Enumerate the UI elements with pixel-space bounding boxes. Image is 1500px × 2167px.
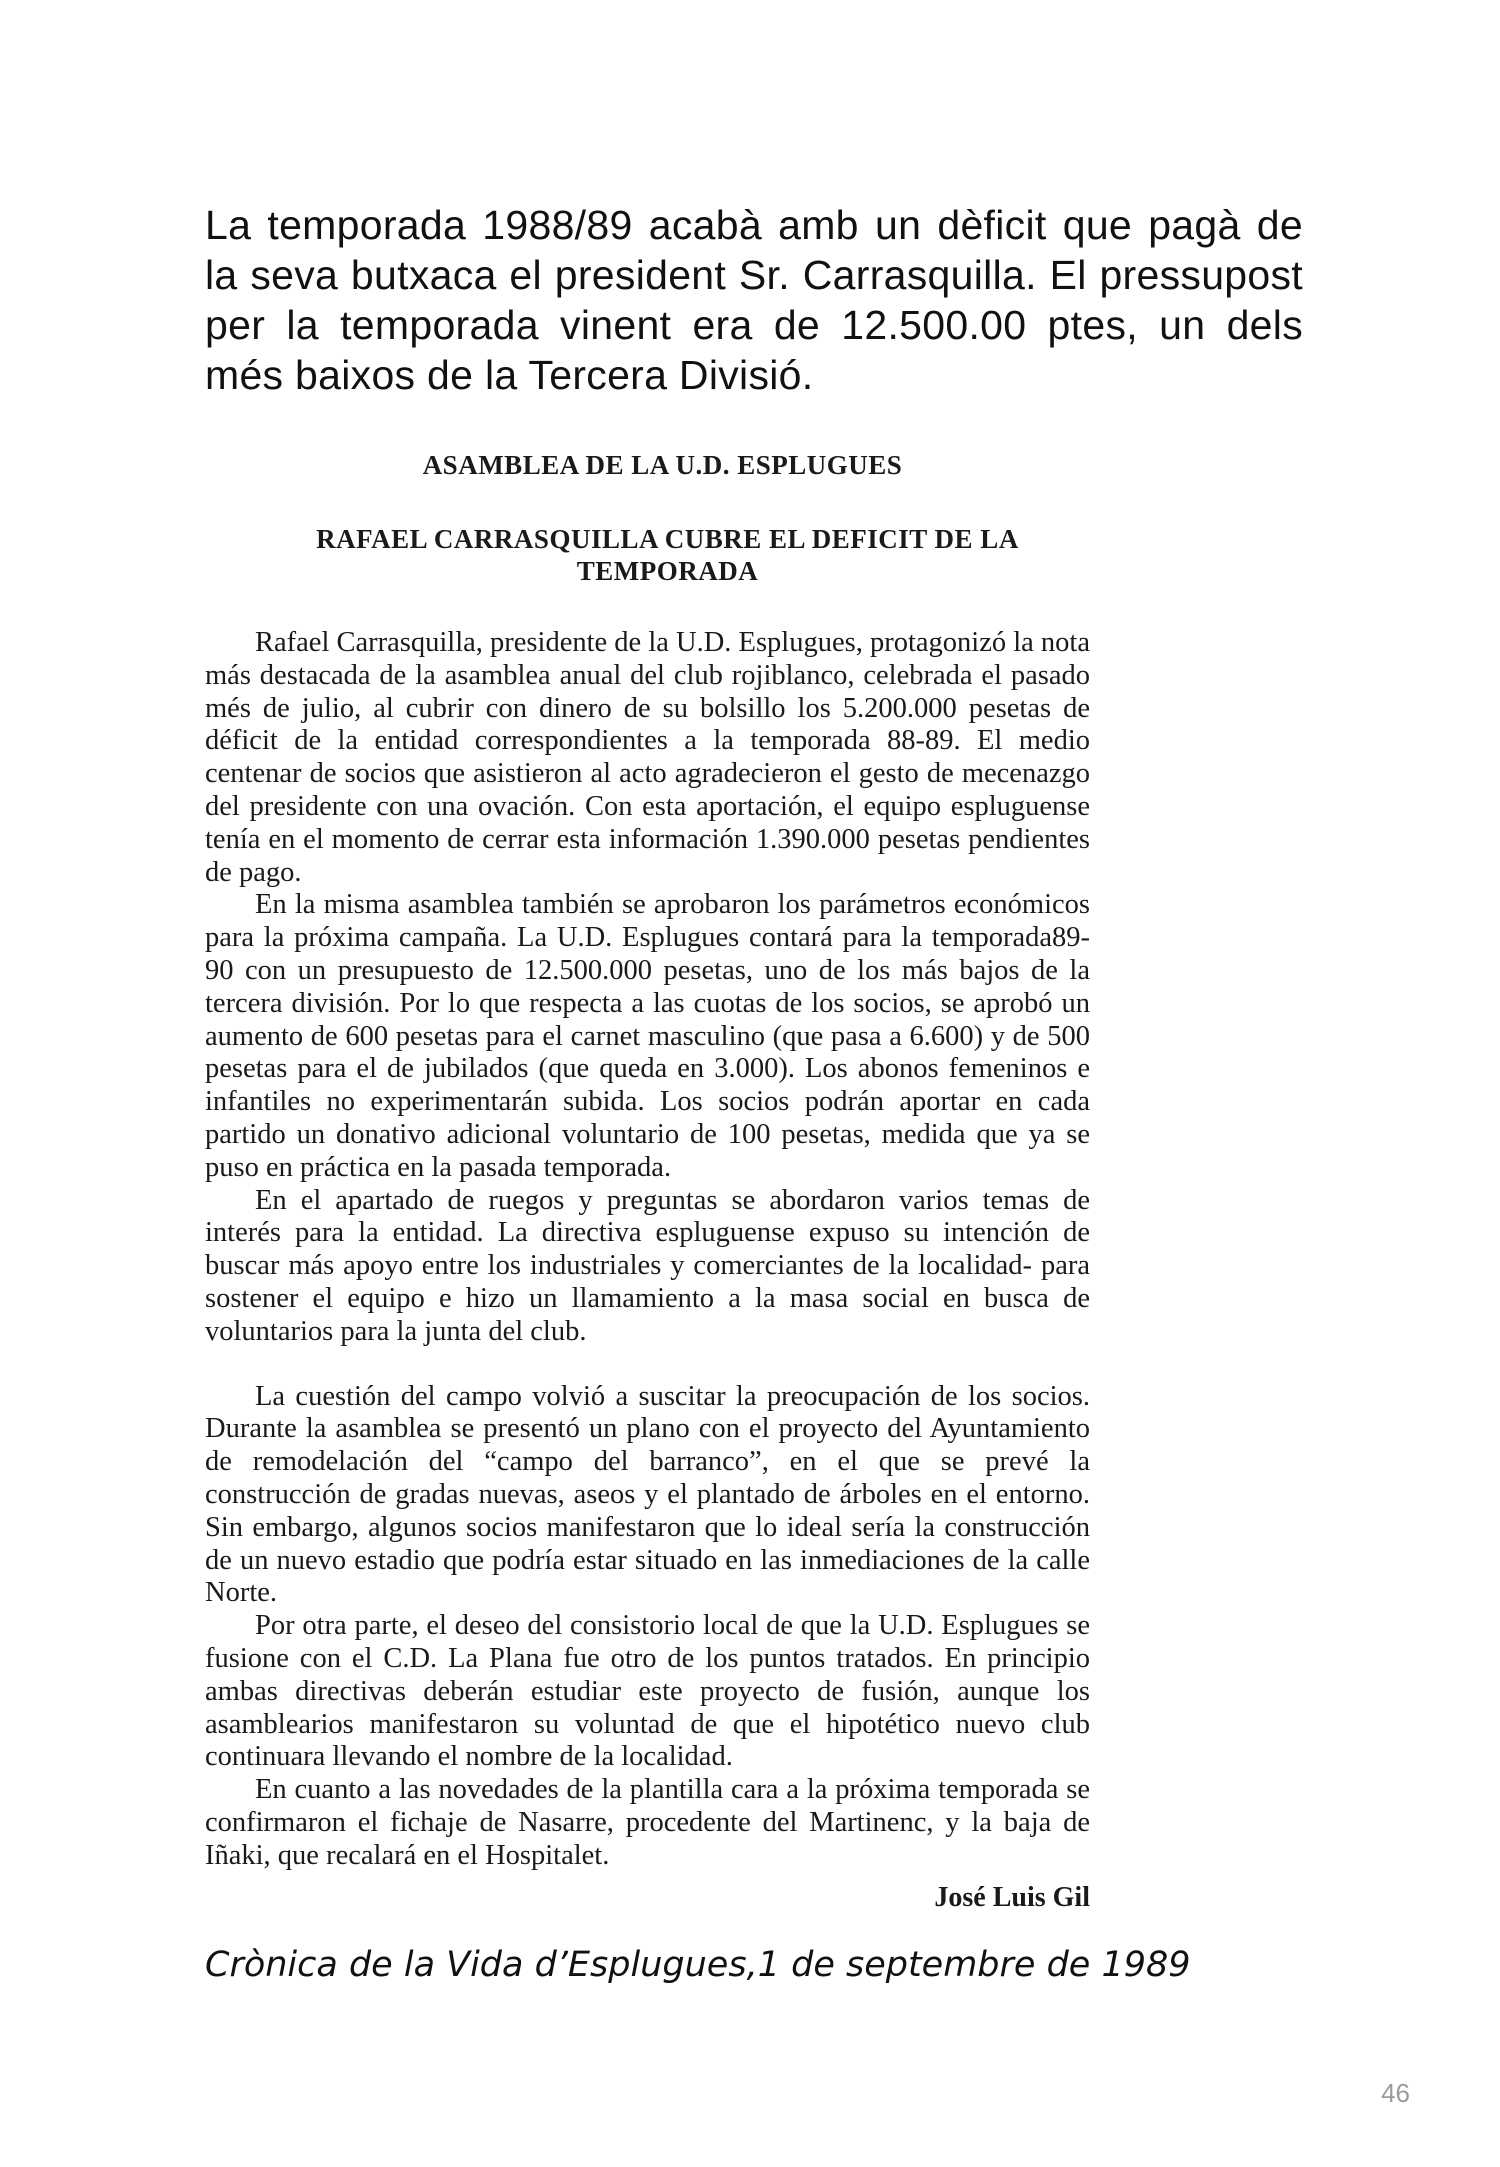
intro-paragraph: La temporada 1988/89 acabà amb un dèficit que pagà de la seva butxaca el president Sr. Carrasquilla. El pressupost per la temporada vinent era de 12.500.00 ptes, un dels més baixos de la Tercera Divisió. — [205, 202, 1303, 398]
page-number: 46 — [1381, 2078, 1410, 2108]
newspaper-clipping — [205, 450, 1090, 1914]
article-paragraph-1: Rafael Carrasquilla, presidente de la U.D. Esplugues, protagonizó la nota más destacada de la asamblea anual del club rojiblanco, celebrada el pasado més de julio, al cubrir con dinero de su bolsillo los 5.200.000 pesetas de déficit de la entidad correspondientes a la temporada 88-89. El medio centenar de socios que asistieron al acto agradecieron el gesto de mecenazgo del presidente con una ovación. Con esta aportación, el equipo espluguense tenía en el momento de cerrar esta información 1.390.000 pesetas pendientes de pago. — [205, 627, 1090, 888]
clipping-kicker: ASAMBLEA DE LA U.D. ESPLUGUES — [422, 450, 903, 480]
source-caption: Crònica de la Vida d’Esplugues,1 de septembre de 1989 — [205, 1945, 1191, 1985]
article-paragraph-4: La cuestión del campo volvió a suscitar la preocupación de los socios. Durante la asamblea se presentó un plano con el proyecto del Ayuntamiento de remodelación del “campo del barranco”, en el que se prevé la construcción de gradas nuevas, aseos y el plantado de árboles en el entorno. Sin embargo, algunos socios manifestaron que lo ideal sería la construcción de un nuevo estadio que podría estar situado en las inmediaciones de la calle Norte. — [205, 1380, 1090, 1609]
article-author: José Luis Gil — [934, 1882, 1090, 1914]
article-paragraph-5: Por otra parte, el deseo del consistorio local de que la U.D. Esplugues se fusione con el C.D. La Plana fue otro de los puntos tratados. En principio ambas directivas deberán estudiar este proyecto de fusión, aunque los asamblearios manifestaron su voluntad de que el hipotético nuevo club continuara llevando el nombre de la localidad. — [205, 1610, 1090, 1773]
article-paragraph-6: En cuanto a las novedades de la plantilla cara a la próxima temporada se confirmaron el fichaje de Nasarre, procedente del Martinenc, y la baja de Iñaki, que recalará en el Hospitalet. — [205, 1774, 1090, 1871]
article-paragraph-2: En la misma asamblea también se aprobaron los parámetros económicos para la próxima campaña. La U.D. Esplugues contará para la temporada89-90 con un presupuesto de 12.500.000 pesetas, uno de los más bajos de la tercera división. Por lo que respecta a las cuotas de los socios, se aprobó un aumento de 600 pesetas para el carnet masculino (que pasa a 6.600) y de 500 pesetas para el de jubilados (que queda en 3.000). Los abonos femeninos e infantiles no experimentarán subida. Los socios podrán aportar en cada partido un donativo adicional voluntario de 100 pesetas, medida que ya se puso en práctica en la pasada temporada. — [205, 889, 1090, 1183]
clipping-article — [205, 627, 1090, 1872]
clipping-headline: RAFAEL CARRASQUILLA CUBRE EL DEFICIT DE LA TEMPORADA — [316, 524, 1019, 586]
article-paragraph-3: En el apartado de ruegos y preguntas se abordaron varios temas de interés para la entidad. La directiva espluguense expuso su intención de buscar más apoyo entre los industriales y comerciantes de la localidad- para sostener el equipo e hizo un llamamiento a la masa social en busca de voluntarios para la junta del club. — [205, 1184, 1090, 1347]
